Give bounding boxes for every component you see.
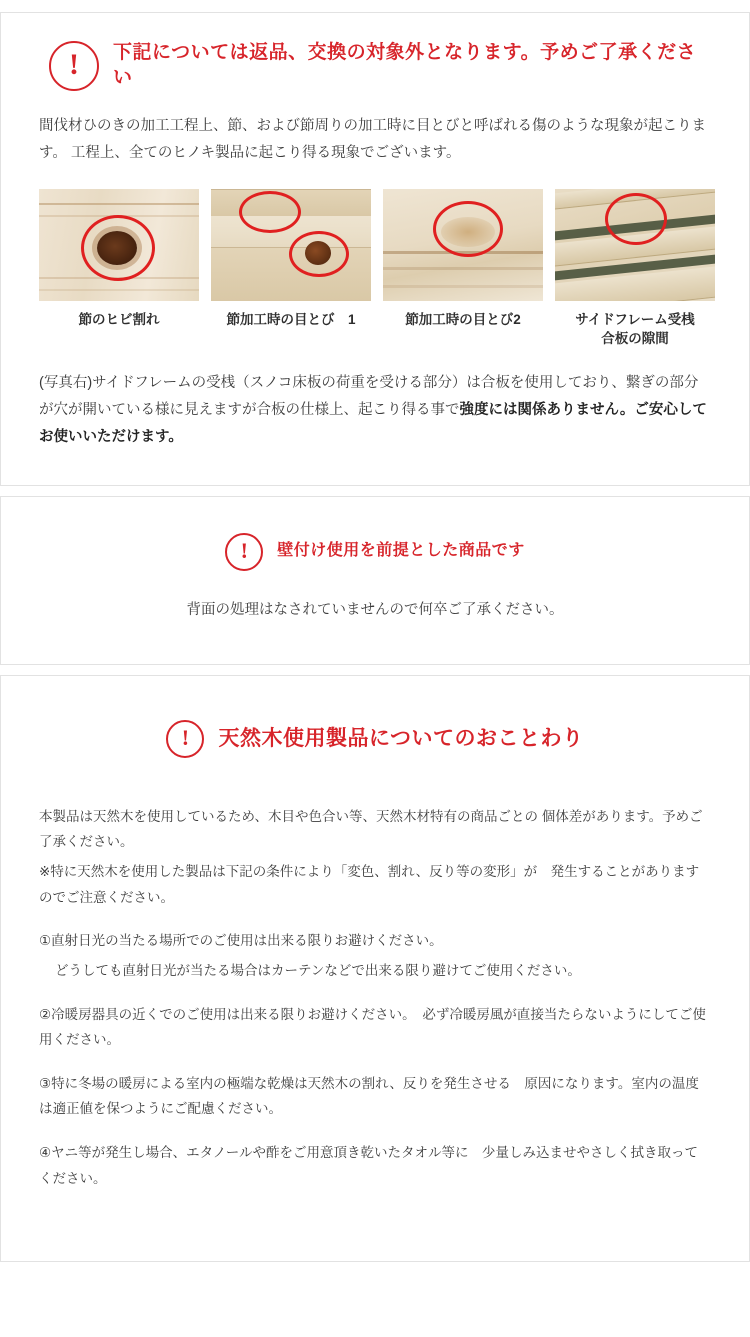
photo-cell-knot-crack [39,189,199,349]
annotation-circle [81,215,155,281]
section-1-note [39,370,711,450]
section-2-body: 背面の処理はなされていませんので何卒ご了承ください。 [186,601,564,618]
photo-caption: 節のヒビ割れ [78,311,160,327]
photo-caption: 節加工時の目とび 1 [226,311,356,327]
photo-knot-skip-1 [211,189,371,301]
section-3-title: 天然木使用製品についてのおことわり [218,727,584,750]
exclamation-icon: ! [166,720,204,758]
photo-grid [39,189,711,349]
photo-caption: 節加工時の目とび2 [405,311,521,327]
photo-knot-skip-2 [383,189,543,301]
section-3-paragraph: ④ヤニ等が発生し場合、エタノールや酢をご用意頂き乾いたタオル等に 少量しみ込ませやさしく拭き取ってください。 [39,1145,699,1186]
photo-cell-knot-skip-2 [383,189,543,349]
photo-caption-line-2: 合板の隙間 [601,330,669,346]
section-3-paragraph: 本製品は天然木を使用しているため、木目や色合い等、天然木材特有の商品ごとの 個体差があります。予めご了承ください。 [39,808,703,850]
photo-side-frame-gap [555,189,715,301]
section-1-note-emphasis: 強度には関係ありません。ご安心してお使いいただけます。 [39,402,707,446]
annotation-circle-top [239,191,301,233]
section-1-note-part-1: (写真右)サイドフレームの受桟（スノコ床板の荷重を受ける部分）は合板を使用しており、繋ぎの部分が穴が開いている様に見えますが合板の仕様上、起こり得る事で [39,375,699,419]
product-notice-page [0,12,750,1262]
annotation-circle [605,193,667,245]
section-2-heading [39,533,711,571]
section-return-exclusions [0,12,750,486]
photo-knot-crack [39,189,199,301]
section-2-title: 壁付け使用を前提とした商品です [277,542,525,560]
photo-caption [555,311,715,349]
section-natural-wood-notice [0,675,750,1263]
exclamation-icon: ! [225,533,263,571]
photo-caption-line-1: サイドフレーム受桟 [575,311,695,327]
section-3-paragraph: ※特に天然木を使用した製品は下記の条件により「変色、割れ、反り等の変形」が 発生することがありますのでご注意ください。 [39,863,700,905]
photo-cell-knot-skip-1 [211,189,371,349]
section-1-heading [39,41,711,91]
section-wall-mount-premise [0,496,750,665]
section-3-paragraph: ②冷暖房器具の近くでのご使用は出来る限りお避けください。 必ず冷暖房風が直接当たらないようにしてご使用ください。 [39,1006,706,1048]
exclamation-icon: ! [49,41,99,91]
section-3-heading [39,720,711,758]
section-3-paragraph: ①直射日光の当たる場所でのご使用は出来る限りお避けください。 [39,933,443,949]
section-1-title: 下記については返品、交換の対象外となります。予めご了承ください [113,42,697,88]
section-3-paragraph: ③特に冬場の暖房による室内の極端な乾燥は天然木の割れ、反りを発生させる 原因になります。室内の温度は適正値を保つようにご配慮ください。 [39,1075,699,1117]
section-3-paragraph [39,958,711,984]
section-1-intro-text: 間伐材ひのきの加工工程上、節、および節周りの加工時に目とびと呼ばれる傷のような現象が起こります。 工程上、全てのヒノキ製品に起こり得る現象でございます。 [39,118,706,161]
annotation-circle-bottom [289,231,349,277]
photo-cell-side-frame-gap [555,189,715,349]
annotation-circle [433,201,503,257]
section-3-paragraph-indent: どうしても直射日光が当たる場合はカーテンなどで出来る限り避けてご使用ください。 [55,962,581,978]
